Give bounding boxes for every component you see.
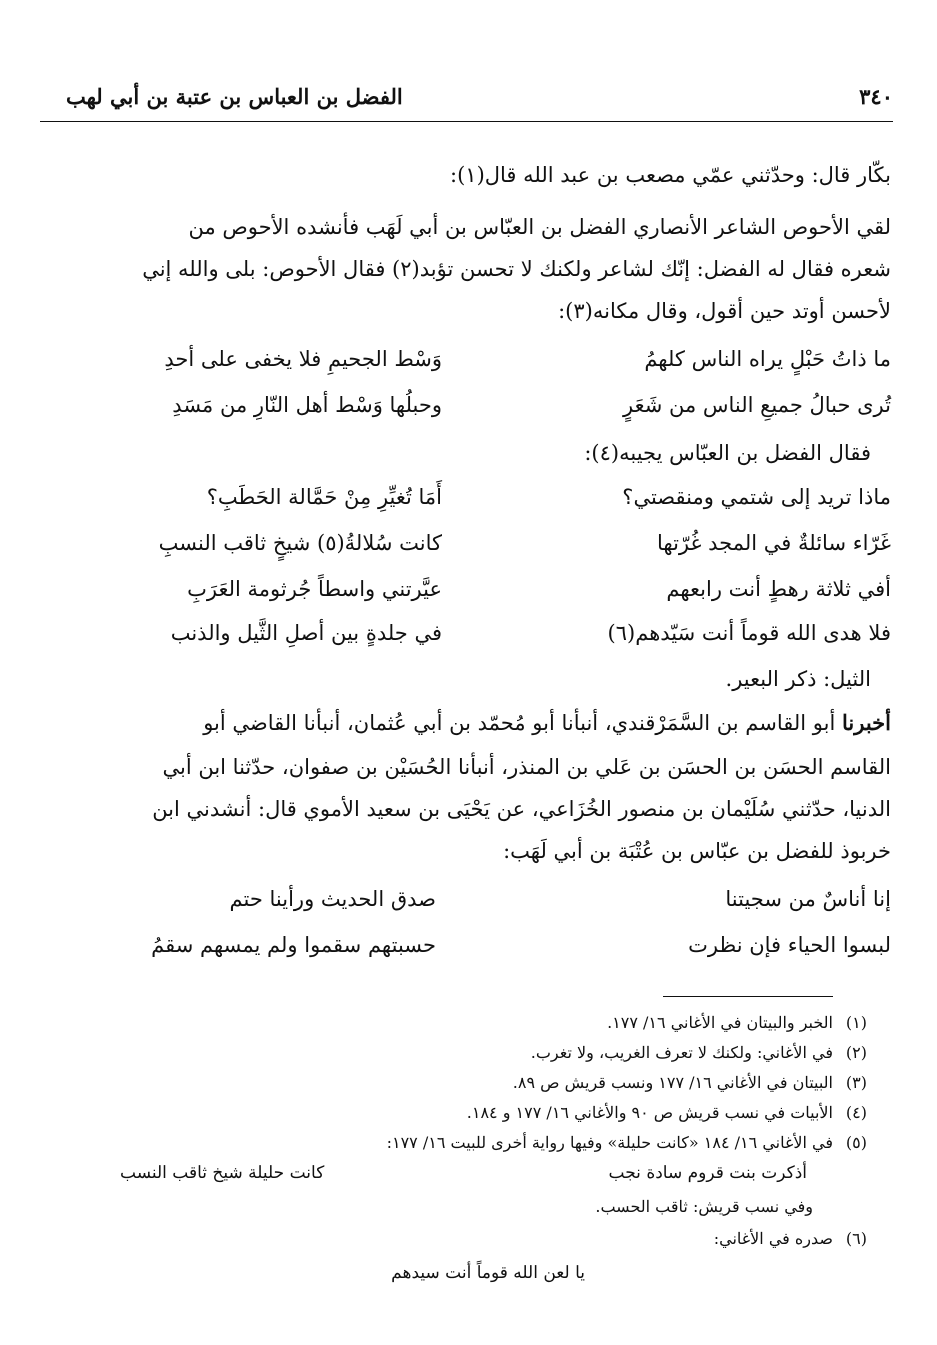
verse-hemistich-first: لبسوا الحياء فإن نظرت [688, 933, 891, 957]
verse-hemistich-first: فلا هدى الله قوماً أنت سَيّدهم(٦) [607, 621, 891, 645]
verse-hemistich-second: وَسْط الجحيمِ فلا يخفى على أحدِ [164, 347, 442, 371]
paragraph-line: لأحسن أوتد حين أقول، وقال مكانه(٣): [558, 299, 891, 323]
footnote-text: وفي نسب قريش: ثاقب الحسب. [595, 1197, 813, 1216]
verse-hemistich-first: ما ذاتُ حَبْلٍ يراه الناس كلهمُ [644, 347, 891, 371]
verse-hemistich-second: صدق الحديث ورأينا حتم [229, 887, 436, 911]
verse-hemistich-first: أفي ثلاثة رهطٍ أنت رابعهم [666, 577, 891, 601]
footnote-text: في الأغاني: ولكنك لا تعرف الغريب، ولا تغرب. [530, 1043, 833, 1062]
header-rule [40, 121, 893, 122]
isnad-keyword: أخبرنا [842, 710, 891, 735]
verse-hemistich-second: وحبلُها وَسْط أهل النّارِ من مَسَدِ [172, 393, 442, 417]
paragraph-line: الدنيا، حدّثني سُلَيْمان بن منصور الخُزَاعي، عن يَحْيَى بن سعيد الأموي قال: أنشدني ابن [152, 797, 891, 821]
paragraph-line: القاسم الحسَن بن الحسَن بن عَلي بن المنذر، أنبأنا الحُسَيْن بن صفوان، حدّثنا ابن أبي [162, 755, 891, 779]
paragraph-line: خربوذ للفضل بن عبّاس بن عُتْبَة بن أبي لَهَب: [503, 839, 891, 863]
footnote-text: في الأغاني ١٦/ ١٨٤ «كانت حليلة» وفيها رواية أخرى للبيت ١٦/ ١٧٧: [386, 1133, 833, 1152]
verse-hemistich-second: كانت سُلالةُ(٥) شيخٍ ثاقب النسبِ [158, 531, 442, 555]
footnote-number: (٤) [845, 1103, 867, 1122]
footnote-separator [663, 996, 833, 997]
verse-hemistich-second: حسبتهم سقموا ولم يمسهم سقمُ [151, 933, 436, 957]
verse-hemistich-first: إنا أناسٌ من سجيتنا [725, 887, 891, 911]
footnote-number: (٢) [845, 1043, 867, 1062]
footnote-verse-second: كانت حليلة شيخ ثاقب النسب [120, 1163, 325, 1183]
footnote-verse-first: يا لعن الله قوماً أنت سيدهم [391, 1263, 585, 1283]
footnote-text: البيتان في الأغاني ١٦/ ١٧٧ ونسب قريش ص ٨٩. [512, 1073, 833, 1092]
paragraph-line: شعره فقال له الفضل: إنّك لشاعر ولكنك لا تحسن تؤبد(٢) فقال الأحوص: بلى والله إني [142, 257, 891, 281]
paragraph-line: الثيل: ذكر البعير. [725, 667, 871, 691]
verse-hemistich-first: تُرى حبالُ جميعِ الناس من شَعَرٍ [622, 393, 891, 417]
footnote-number: (٣) [845, 1073, 867, 1092]
footnote-number: (١) [845, 1013, 867, 1032]
verse-hemistich-first: غَرّاء سائلةٌ في المجد غُرّتها [656, 531, 891, 555]
running-title: الفضل بن العباس بن عتبة بن أبي لهب [66, 84, 403, 109]
footnote-number: (٦) [845, 1229, 867, 1248]
footnote-text: الأبيات في نسب قريش ص ٩٠ والأغاني ١٦/ ١٧٧ و ١٨٤. [466, 1103, 833, 1122]
verse-hemistich-first: ماذا تريد إلى شتمي ومنقصتي؟ [622, 485, 891, 509]
footnote-verse-first: أذكرت بنت قروم سادة نجب [608, 1163, 807, 1183]
footnote-text: صدره في الأغاني: [713, 1229, 833, 1248]
paragraph-line: لقي الأحوص الشاعر الأنصاري الفضل بن العبّاس بن أبي لَهَب فأنشده الأحوص من [188, 215, 891, 239]
paragraph-line: فقال الفضل بن العبّاس يجيبه(٤): [584, 441, 871, 465]
paragraph-text: أبو القاسم بن السَّمَرْقندي، أنبأنا أبو مُحمّد بن أبي عُثمان، أنبأنا القاضي أبو [203, 711, 843, 735]
verse-hemistich-second: أَمَا تُغيِّرِ مِنْ حَمَّالة الحَطَبِ؟ [206, 485, 442, 509]
page-number: ٣٤٠ [859, 84, 893, 109]
footnote-number: (٥) [845, 1133, 867, 1152]
verse-hemistich-second: في جلدةٍ بين أصلِ الثَّيل والذنب [170, 621, 442, 645]
footnote-text: الخبر والبيتان في الأغاني ١٦/ ١٧٧. [607, 1013, 833, 1032]
paragraph-line: بكّار قال: وحدّثني عمّي مصعب بن عبد الله قال(١): [450, 163, 891, 187]
paragraph-line [42, 708, 891, 738]
verse-hemistich-second: عيَّرتني واسطاً جُرثومة العَرَبِ [187, 577, 442, 601]
